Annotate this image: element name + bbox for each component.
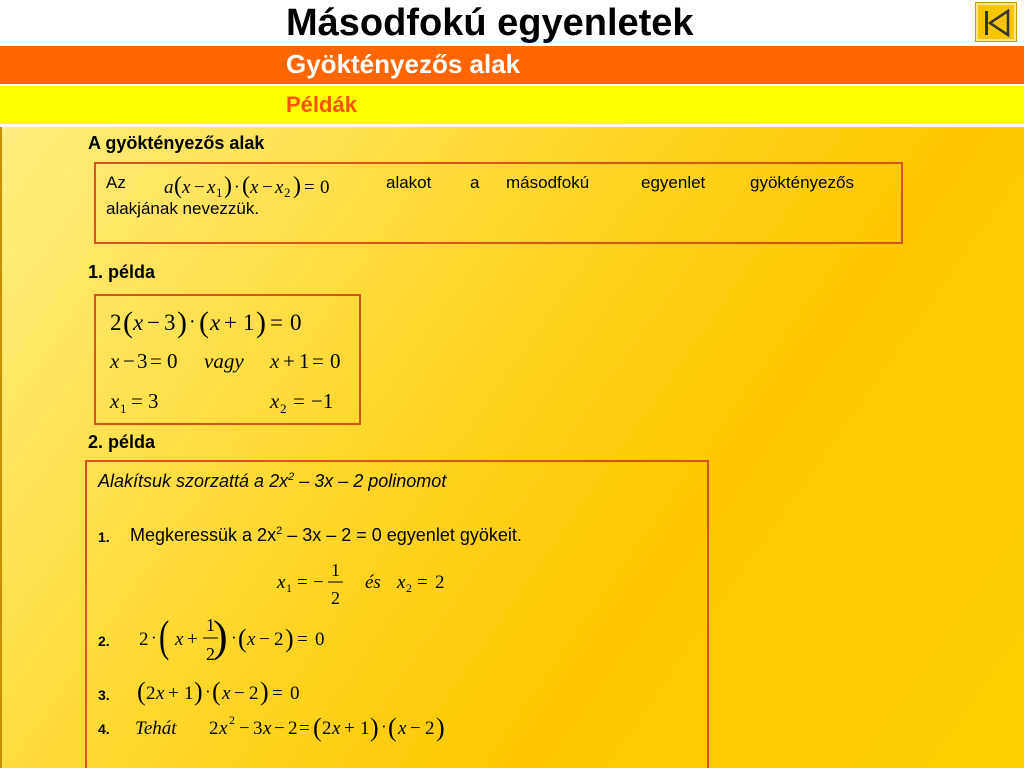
svg-text:2: 2 (206, 644, 215, 664)
svg-text:2: 2 (139, 629, 149, 650)
step2-number: 2. (98, 633, 110, 649)
svg-text:x: x (398, 718, 407, 739)
svg-text:(: ( (137, 677, 146, 706)
svg-text:=: = (293, 389, 305, 413)
svg-text:−: − (274, 718, 285, 739)
svg-text:2: 2 (280, 401, 287, 416)
svg-text:1: 1 (331, 560, 340, 580)
svg-text:): ) (194, 677, 203, 706)
svg-text:2: 2 (425, 718, 435, 739)
svg-text:·: · (231, 628, 237, 647)
step1-sup: 2 (276, 525, 283, 537)
svg-text:(: ( (388, 713, 397, 742)
svg-text:x: x (210, 310, 221, 335)
svg-text:x: x (182, 177, 191, 198)
svg-text:2: 2 (406, 581, 412, 595)
svg-text:3: 3 (164, 310, 176, 335)
svg-text:+: + (344, 718, 355, 739)
svg-text:·: · (234, 177, 240, 196)
svg-text:2: 2 (435, 572, 445, 593)
svg-text:0: 0 (330, 349, 341, 373)
svg-text:2: 2 (331, 588, 340, 608)
svg-text:=: = (299, 718, 310, 739)
svg-text:a: a (164, 177, 174, 198)
svg-text:1: 1 (120, 401, 127, 416)
svg-text:+: + (187, 629, 198, 650)
svg-text:x: x (270, 349, 280, 373)
svg-text:x: x (397, 572, 406, 593)
section-band (0, 86, 1024, 124)
svg-text:(: ( (123, 306, 133, 339)
svg-text:·: · (205, 682, 211, 701)
definition-word: gyöktényezős (750, 173, 854, 192)
svg-text:−: − (313, 572, 324, 593)
svg-text:x: x (270, 389, 280, 413)
svg-text:x: x (110, 349, 120, 373)
svg-text:−: − (410, 718, 421, 739)
definition-word: egyenlet (641, 173, 706, 192)
svg-text:+: + (283, 349, 295, 373)
example1-heading: 1. példa (88, 262, 156, 282)
svg-text:x: x (275, 177, 284, 198)
svg-text:x: x (175, 629, 184, 650)
svg-text:−: − (234, 683, 245, 704)
svg-text:2: 2 (288, 718, 298, 739)
svg-text:=: = (270, 310, 283, 335)
svg-text:x: x (277, 572, 286, 593)
svg-text:·: · (151, 628, 157, 647)
svg-text:+: + (168, 683, 179, 704)
svg-text:−1: −1 (311, 389, 334, 413)
svg-text:=: = (297, 629, 308, 650)
svg-text:·: · (381, 717, 387, 736)
svg-text:): ) (213, 612, 228, 661)
svg-text:x: x (207, 177, 216, 198)
svg-text:1: 1 (243, 310, 255, 335)
svg-text:2: 2 (284, 185, 291, 200)
example1-box (94, 294, 361, 425)
definition-text-start: Az (106, 173, 126, 192)
step1-text (130, 525, 522, 546)
svg-text:(: ( (313, 713, 322, 742)
step4-formula (131, 708, 491, 744)
svg-text:1: 1 (299, 349, 310, 373)
svg-text:): ) (293, 173, 301, 199)
svg-text:2: 2 (274, 629, 284, 650)
svg-text:): ) (370, 713, 379, 742)
example2-heading: 2. példa (88, 432, 156, 452)
svg-text:3: 3 (148, 389, 159, 413)
svg-text:): ) (285, 624, 294, 653)
svg-text:3: 3 (253, 718, 263, 739)
svg-text:1: 1 (216, 185, 223, 200)
svg-text:x: x (110, 389, 120, 413)
step4-number: 4. (98, 721, 110, 737)
svg-text:−: − (123, 349, 135, 373)
svg-text:): ) (224, 173, 232, 199)
definition-word: a (470, 173, 480, 192)
svg-text:=: = (312, 349, 324, 373)
step3-formula (135, 676, 315, 710)
svg-text:−: − (194, 177, 205, 198)
slide-content (0, 127, 1024, 768)
svg-text:): ) (256, 306, 266, 339)
svg-text:0: 0 (167, 349, 178, 373)
svg-text:1: 1 (206, 615, 215, 635)
svg-text:): ) (260, 677, 269, 706)
definition-text-end: alakjának nevezzük. (106, 199, 260, 218)
svg-text:0: 0 (290, 310, 302, 335)
definition-word: alakot (386, 173, 432, 192)
svg-text:−: − (259, 629, 270, 650)
svg-text:x: x (263, 718, 272, 739)
svg-text:(: ( (159, 612, 170, 662)
svg-text:=: = (150, 349, 162, 373)
intro-text-end: – 3x – 2 polinomot (294, 471, 447, 491)
svg-text:0: 0 (290, 683, 300, 704)
svg-text:2: 2 (146, 683, 156, 704)
svg-text:x: x (332, 718, 341, 739)
svg-text:2: 2 (249, 683, 259, 704)
svg-text:1: 1 (184, 683, 194, 704)
svg-text:x: x (247, 629, 256, 650)
slide-header (0, 0, 1024, 44)
svg-text:=: = (304, 177, 315, 198)
svg-text:x: x (156, 683, 165, 704)
svg-text:): ) (177, 306, 187, 339)
svg-text:−: − (147, 310, 160, 335)
svg-text:(: ( (242, 173, 250, 199)
svg-text:x: x (133, 310, 144, 335)
slide-subtitle: Gyöktényezős alak (286, 49, 521, 79)
svg-text:1: 1 (286, 581, 292, 595)
example2-intro (98, 471, 446, 492)
svg-text:2: 2 (322, 718, 332, 739)
roots-formula (273, 556, 463, 612)
svg-text:vagy: vagy (204, 349, 244, 373)
intro-sup: 2 (288, 471, 295, 483)
svg-text:2: 2 (229, 713, 235, 727)
svg-text:Tehát: Tehát (135, 718, 177, 739)
svg-text:(: ( (238, 624, 247, 653)
svg-text:2: 2 (209, 718, 219, 739)
step2-formula (135, 611, 345, 671)
svg-text:3: 3 (137, 349, 148, 373)
definition-formula (164, 170, 360, 202)
svg-text:és: és (365, 572, 381, 593)
svg-text:(: ( (174, 173, 182, 199)
svg-text:=: = (417, 572, 428, 593)
svg-text:=: = (131, 389, 143, 413)
svg-text:0: 0 (315, 629, 325, 650)
step1-text-end: – 3x – 2 = 0 egyenlet gyökeit. (282, 525, 522, 545)
example1-equations (106, 300, 356, 424)
svg-text:x: x (219, 718, 228, 739)
step1-text-start: Megkeressük a 2x (130, 525, 277, 545)
svg-text:−: − (262, 177, 273, 198)
example2-box (85, 460, 709, 768)
svg-text:−: − (239, 718, 250, 739)
subtitle-band (0, 46, 1024, 84)
svg-text:x: x (222, 683, 231, 704)
back-button[interactable] (975, 2, 1017, 42)
svg-text:(: ( (212, 677, 221, 706)
definition-word: másodfokú (506, 173, 590, 192)
svg-text:): ) (436, 713, 445, 742)
svg-text:1: 1 (360, 718, 370, 739)
svg-text:·: · (189, 311, 196, 333)
intro-text-start: Alakítsuk szorzattá a 2x (98, 471, 289, 491)
step3-number: 3. (98, 687, 110, 703)
svg-text:2: 2 (110, 310, 122, 335)
svg-text:=: = (297, 572, 308, 593)
svg-text:0: 0 (320, 177, 330, 198)
svg-text:x: x (250, 177, 259, 198)
slide-title: Másodfokú egyenletek (286, 2, 694, 44)
svg-text:=: = (272, 683, 283, 704)
svg-text:(: ( (199, 306, 209, 339)
step1-number: 1. (98, 529, 110, 545)
definition-box (94, 162, 903, 244)
skip-back-icon (981, 7, 1013, 39)
svg-text:+: + (224, 310, 237, 335)
section-title: Példák (286, 92, 357, 117)
definition-heading: A gyöktényezős alak (88, 133, 265, 153)
